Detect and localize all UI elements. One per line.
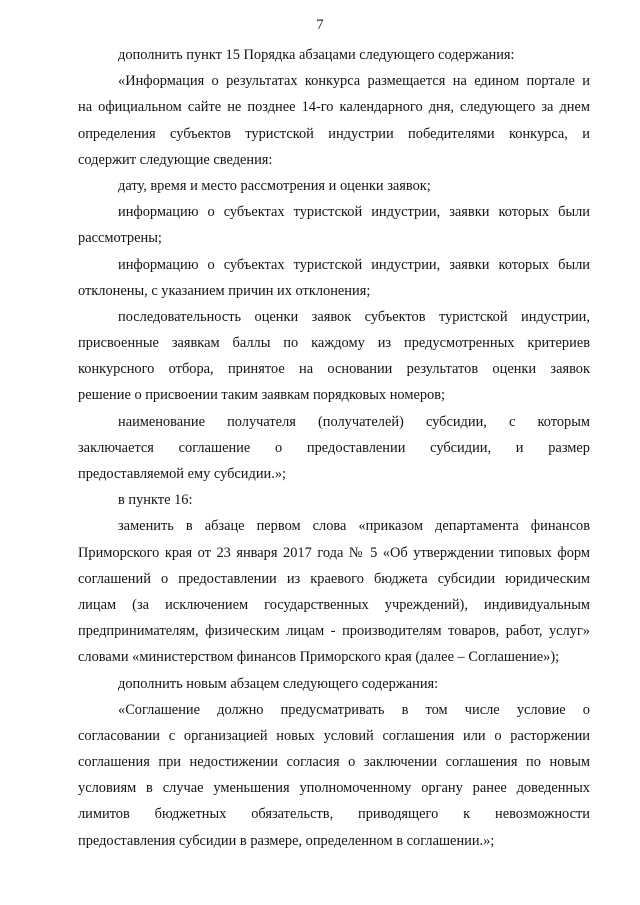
text-line: в пункте 16: xyxy=(118,492,193,509)
text-line: условиям в случае уменьшения уполномоченному органу ранее доведенных xyxy=(78,780,590,797)
page-number: 7 xyxy=(316,17,324,33)
text-line: последовательность оценки заявок субъектов туристской индустрии, xyxy=(118,308,590,325)
text-line: согласовании с организацией новых условий соглашения или о расторжении xyxy=(78,727,590,744)
text-line: заменить в абзаце первом слова «приказом департамента финансов xyxy=(118,518,590,535)
paragraph xyxy=(78,671,590,697)
text-line: «Информация о результатах конкурса размещается на едином портале и xyxy=(118,73,590,90)
text-line: рассмотрены; xyxy=(78,230,162,247)
paragraph xyxy=(78,252,590,304)
text-line: на официальном сайте не позднее 14-го календарного дня, следующего за днем xyxy=(78,99,590,116)
text-line: дополнить новым абзацем следующего содержания: xyxy=(118,675,439,692)
text-line: дополнить пункт 15 Порядка абзацами следующего содержания: xyxy=(118,47,515,63)
text-line: Приморского края от 23 января 2017 года № 5 «Об утверждении типовых форм xyxy=(78,544,590,561)
text-line: присвоенные заявкам баллы по каждому из предусмотренных критериев xyxy=(78,335,590,352)
paragraph xyxy=(78,487,590,513)
document-body xyxy=(78,42,590,854)
text-line: соглашения при недостижении согласия о заключении соглашения по новым xyxy=(78,754,590,771)
paragraph xyxy=(78,697,590,854)
paragraph xyxy=(78,173,590,199)
text-line: содержит следующие сведения: xyxy=(78,151,273,168)
paragraph xyxy=(78,199,590,251)
text-line: предоставления субсидии в размере, определенном в соглашении.»; xyxy=(78,832,495,849)
text-line: конкурсного отбора, принятое на основании результатов оценки заявок xyxy=(78,361,590,378)
text-line: «Соглашение должно предусматривать в том числе условие о xyxy=(118,701,590,718)
paragraph xyxy=(78,68,590,173)
text-line: информацию о субъектах туристской индустрии, заявки которых были xyxy=(118,204,590,221)
text-line: предпринимателям, физическим лицам - производителям товаров, работ, услуг» xyxy=(78,623,590,640)
text-line: соглашений о предоставлении из краевого бюджета субсидии юридическим xyxy=(78,570,590,587)
paragraph xyxy=(78,513,590,670)
text-line: лимитов бюджетных обязательств, приводящего к невозможности xyxy=(78,806,590,823)
text-line: определения субъектов туристской индустрии победителями конкурса, и xyxy=(78,125,590,142)
text-line: наименование получателя (получателей) субсидии, с которым xyxy=(118,413,590,430)
text-line: информацию о субъектах туристской индустрии, заявки которых были xyxy=(118,256,590,273)
text-line: предоставляемой ему субсидии.»; xyxy=(78,466,287,482)
text-line: лицам (за исключением государственных учреждений), индивидуальным xyxy=(78,596,590,613)
paragraph xyxy=(78,304,590,409)
text-line: заключается соглашение о предоставлении субсидии, и размер xyxy=(78,439,590,456)
text-line: словами «министерством финансов Приморского края (далее – Соглашение»); xyxy=(78,649,560,666)
text-line: отклонены, с указанием причин их отклонения; xyxy=(78,282,371,299)
paragraph xyxy=(78,409,590,488)
paragraph xyxy=(78,42,590,68)
text-line: дату, время и место рассмотрения и оценки заявок; xyxy=(118,177,431,194)
text-line: решение о присвоении таким заявкам порядковых номеров; xyxy=(78,387,446,404)
